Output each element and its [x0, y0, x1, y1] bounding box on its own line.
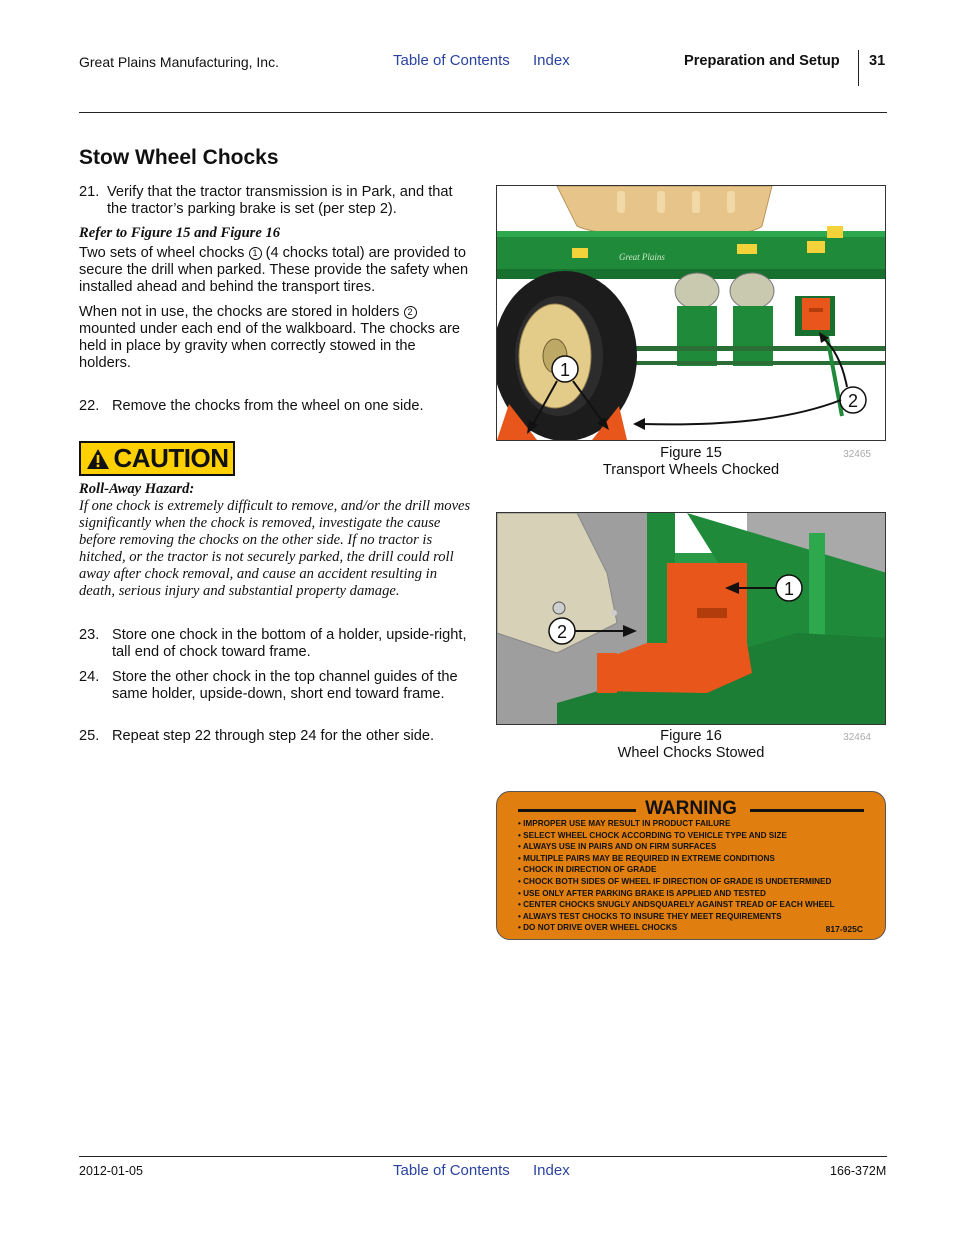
figure-16-image [496, 512, 886, 725]
footer-date: 2012-01-05 [79, 1164, 143, 1178]
figure-number: Figure 16 [660, 728, 722, 744]
para-text: When not in use, the chocks are stored in holders [79, 304, 400, 320]
step-number: 24. [79, 669, 100, 685]
warning-title: WARNING [639, 798, 743, 819]
refer-note: Refer to Figure 15 and Figure 16 [79, 225, 281, 241]
step-number: 25. [79, 728, 100, 744]
warning-item: • CHOCK IN DIRECTION OF GRADE [518, 865, 657, 875]
figure-id: 32465 [843, 449, 871, 460]
step-text: Store the other chock in the top channel guides of the same holder, upside-down, short end toward frame. [112, 669, 458, 702]
warning-item: • USE ONLY AFTER PARKING BRAKE IS APPLIED AND TESTED [518, 888, 766, 898]
para-text: (4 chocks total) are provided to secure the drill when parked. These provide the safety when installed ahead and behind the transport tires. [79, 245, 469, 295]
step-23 [79, 627, 469, 661]
warning-item: • ALWAYS USE IN PAIRS AND ON FIRM SURFACES [518, 842, 717, 852]
hazard-title: Roll-Away Hazard: [79, 481, 195, 497]
figure15-callout-1: 1 [559, 360, 571, 380]
warning-item: • IMPROPER USE MAY RESULT IN PRODUCT FAILURE [518, 819, 731, 828]
step-text: Verify that the tractor transmission is in Park, and that the tractor’s parking brake is set (per step 2). [107, 184, 453, 217]
figure15-callout-2: 2 [847, 391, 859, 411]
hazard-text: If one chock is extremely difficult to remove, and/or the drill moves significantly when the chock is removed, investigate the cause before removing the chocks on the other side. If no tractor is hitched, or the tractor is not securely parked, the drill could roll away after chock removal, and cause an accident resulting in death, serious injury and substantial property damage. [79, 498, 471, 599]
para-text: mounted under each end of the walkboard. The chocks are held in place by gravity when correctly stowed in the holders. [79, 321, 461, 371]
figure-id: 32464 [843, 732, 871, 743]
footer-index-link[interactable]: Index [533, 1162, 570, 1179]
step-number: 21. [79, 184, 100, 200]
figure-16-caption [496, 728, 886, 762]
warning-triangle-icon [86, 448, 110, 470]
figure16-callout-1: 1 [783, 579, 795, 599]
paragraph-holders [79, 304, 471, 372]
callout-2-marker: 2 [404, 306, 417, 319]
header-rule [79, 112, 887, 113]
figure-caption: Transport Wheels Chocked [602, 462, 780, 478]
warning-list [518, 818, 835, 934]
step-25 [79, 728, 469, 745]
figure-caption: Wheel Chocks Stowed [617, 745, 765, 761]
section-title: Stow Wheel Chocks [79, 146, 279, 169]
step-text: Store one chock in the bottom of a holder, upside-right, tall end of chock toward frame. [112, 627, 467, 660]
header-divider [858, 50, 859, 86]
warning-item: • SELECT WHEEL CHOCK ACCORDING TO VEHICLE TYPE AND SIZE [518, 830, 787, 840]
step-21 [79, 184, 469, 218]
figure-15-image [496, 185, 886, 441]
warning-item: • CENTER CHOCKS SNUGLY ANDSQUARELY AGAINST TREAD OF EACH WHEEL [518, 900, 835, 910]
header-company: Great Plains Manufacturing, Inc. [79, 54, 279, 70]
footer-toc-link[interactable]: Table of Contents [393, 1162, 510, 1179]
step-24 [79, 669, 469, 703]
paragraph-chocks [79, 245, 471, 296]
figure16-callout-2: 2 [556, 622, 568, 642]
step-number: 23. [79, 627, 100, 643]
footer-rule [79, 1156, 887, 1157]
para-text: Two sets of wheel chocks [79, 245, 245, 261]
warning-item: • CHOCK BOTH SIDES OF WHEEL IF DIRECTION OF GRADE IS UNDETERMINED [518, 876, 832, 886]
warning-code: 817-925C [825, 924, 863, 934]
step-text: Remove the chocks from the wheel on one side. [112, 398, 424, 414]
stowed-chocks-illustration [497, 513, 886, 725]
header-index-link[interactable]: Index [533, 52, 570, 69]
warning-decal [496, 791, 886, 940]
step-text: Repeat step 22 through step 24 for the other side. [112, 728, 435, 744]
callout-1-marker: 1 [249, 247, 262, 260]
caution-label [79, 441, 235, 476]
warning-item: • MULTIPLE PAIRS MAY BE REQUIRED IN EXTREME CONDITIONS [518, 853, 775, 863]
step-22 [79, 398, 469, 415]
header-section: Preparation and Setup [684, 53, 840, 69]
page-number: 31 [869, 53, 886, 69]
brand-text: Great Plains [619, 252, 665, 262]
step-number: 22. [79, 398, 100, 414]
caution-text: CAUTION [113, 443, 229, 473]
transport-wheels-illustration [497, 186, 886, 441]
warning-item: • DO NOT DRIVE OVER WHEEL CHOCKS [518, 923, 678, 933]
warning-item: • ALWAYS TEST CHOCKS TO INSURE THEY MEET REQUIREMENTS [518, 911, 782, 921]
header-toc-link[interactable]: Table of Contents [393, 52, 510, 69]
figure-number: Figure 15 [660, 445, 722, 461]
footer-doc-number: 166-372M [830, 1164, 887, 1178]
figure-15-caption [496, 445, 886, 479]
